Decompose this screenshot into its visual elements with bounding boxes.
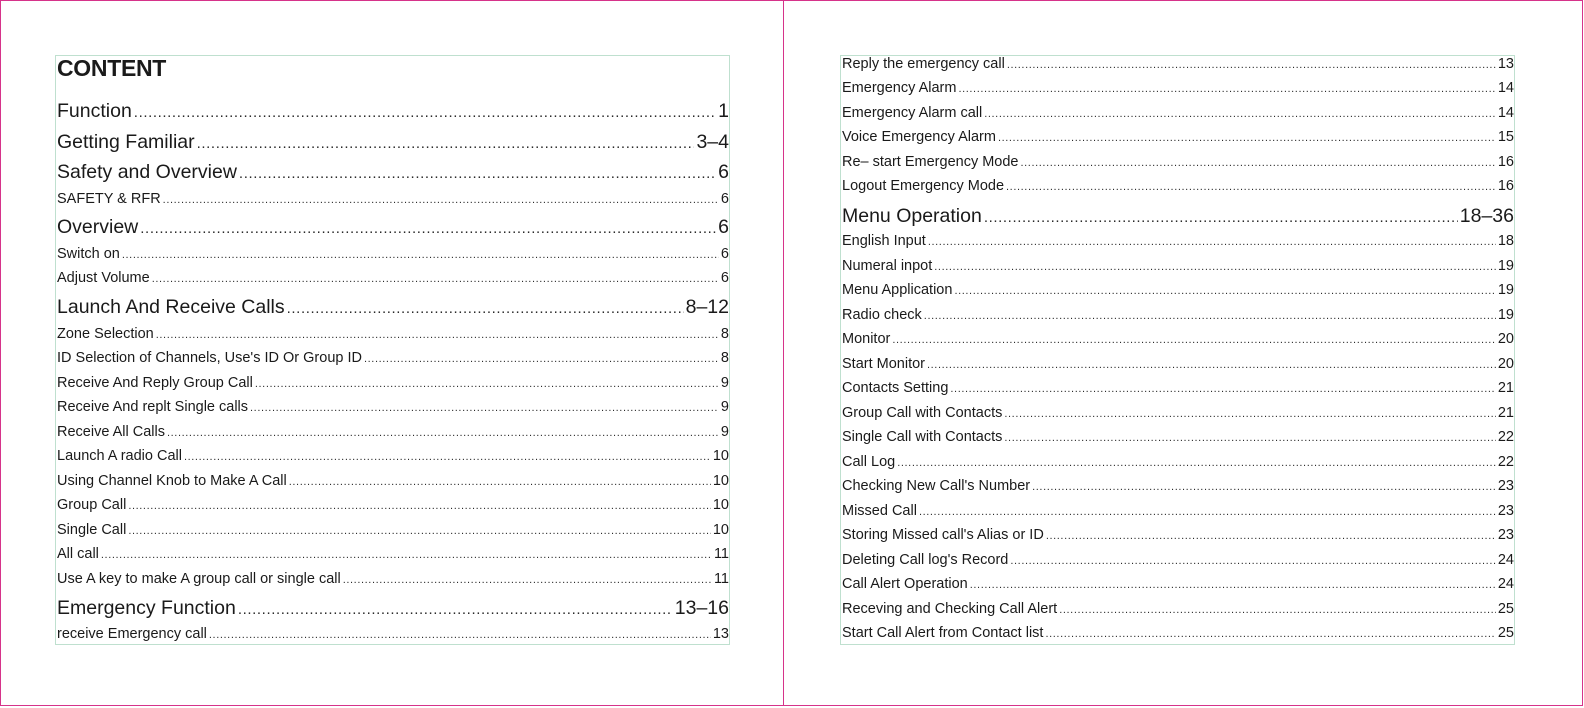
toc-entry-label: Launch And Receive Calls	[57, 296, 285, 318]
toc-entry-page: 9	[720, 424, 729, 440]
toc-entry-page: 10	[712, 448, 729, 464]
leader-dots	[101, 547, 712, 562]
toc-entry[interactable]	[842, 528, 1514, 543]
leader-dots	[998, 130, 1496, 145]
toc-entry[interactable]	[57, 572, 729, 587]
toc-entry[interactable]	[842, 406, 1514, 421]
toc-entry-page: 25	[1497, 601, 1514, 617]
toc-entry-label: Single Call	[57, 522, 127, 538]
toc-entry[interactable]	[842, 106, 1514, 121]
toc-entry-page: 11	[713, 546, 729, 562]
leader-dots	[134, 102, 716, 122]
toc-entry-page: 11	[713, 571, 729, 587]
toc-entry[interactable]	[842, 57, 1514, 72]
toc-entry-page: 13–16	[674, 597, 729, 619]
leader-dots	[163, 192, 719, 207]
toc-entry-label: Call Alert Operation	[842, 576, 968, 592]
toc-entry-label: Deleting Call log's Record	[842, 552, 1009, 568]
toc-entry[interactable]	[57, 498, 729, 513]
leader-dots	[140, 218, 716, 238]
toc-entry[interactable]	[57, 474, 729, 489]
toc-entry[interactable]	[57, 192, 729, 207]
toc-entry-page: 23	[1497, 527, 1514, 543]
leader-dots	[928, 234, 1496, 249]
leader-dots	[1021, 155, 1496, 170]
toc-entry-page: 10	[712, 497, 729, 513]
toc-entry[interactable]	[57, 271, 729, 286]
leader-dots	[343, 572, 712, 587]
leader-dots	[128, 523, 711, 538]
toc-entry[interactable]	[842, 130, 1514, 145]
toc-entry[interactable]	[842, 455, 1514, 470]
toc-entry-label: Use A key to make A group call or single call	[57, 571, 341, 587]
toc-entry-label: Contacts Setting	[842, 380, 949, 396]
toc-entry[interactable]	[57, 523, 729, 538]
toc-entry-label: Numeral inpot	[842, 258, 933, 274]
toc-entry-label: English Input	[842, 233, 926, 249]
leader-dots	[954, 283, 1495, 298]
leader-dots	[1045, 626, 1495, 641]
toc-entry-label: Switch on	[57, 246, 120, 262]
leader-dots	[1059, 602, 1496, 617]
leader-dots	[1006, 179, 1496, 194]
toc-entry-label: Missed Call	[842, 503, 917, 519]
leader-dots	[984, 207, 1458, 227]
toc-entry[interactable]	[842, 155, 1514, 170]
toc-entry[interactable]	[57, 247, 729, 262]
toc-entry[interactable]	[842, 504, 1514, 519]
toc-entry-page: 6	[720, 270, 729, 286]
leader-dots	[250, 400, 719, 415]
toc-entry-label: Getting Familiar	[57, 131, 195, 153]
toc-entry-label: receive Emergency call	[57, 626, 207, 642]
toc-entry-label: Reply the emergency call	[842, 56, 1005, 72]
toc-entry-page: 9	[720, 399, 729, 415]
toc-entry-page: 9	[720, 375, 729, 391]
toc-entry-label: All call	[57, 546, 99, 562]
toc-entry[interactable]	[842, 207, 1514, 227]
toc-entry[interactable]	[842, 602, 1514, 617]
leader-dots	[1007, 57, 1496, 72]
toc-entry-page: 22	[1497, 454, 1514, 470]
toc-entry-label: Receive And replt Single calls	[57, 399, 249, 415]
toc-entry-label: Start Monitor	[842, 356, 925, 372]
toc-entry-page: 19	[1497, 258, 1514, 274]
toc-entry-label: Emergency Function	[57, 597, 236, 619]
leader-dots	[984, 106, 1496, 121]
toc-entry-label: SAFETY & RFR	[57, 191, 161, 207]
toc-entry-label: Receive And Reply Group Call	[57, 375, 253, 391]
toc-right-panel	[840, 55, 1515, 645]
toc-entry-page: 22	[1497, 429, 1514, 445]
toc-entry-page: 18–36	[1459, 205, 1514, 227]
toc-entry[interactable]	[57, 102, 729, 122]
leader-dots	[239, 163, 716, 183]
leader-dots	[1004, 430, 1495, 445]
toc-entry-page: 8	[720, 350, 729, 366]
leader-dots	[934, 259, 1496, 274]
leader-dots	[892, 332, 1496, 347]
leader-dots	[897, 455, 1496, 470]
toc-entry-label: Call Log	[842, 454, 896, 470]
toc-entry-page: 20	[1497, 331, 1514, 347]
toc-entry[interactable]	[57, 218, 729, 238]
toc-entry[interactable]	[57, 163, 729, 183]
toc-entry-page: 20	[1497, 356, 1514, 372]
leader-dots	[128, 498, 711, 513]
toc-entry[interactable]	[57, 599, 729, 619]
toc-entry-label: Voice Emergency Alarm	[842, 129, 996, 145]
toc-entry-page: 13	[712, 626, 729, 642]
leader-dots	[1046, 528, 1496, 543]
toc-entry[interactable]	[57, 327, 729, 342]
toc-entry-page: 19	[1497, 307, 1514, 323]
toc-entry[interactable]	[842, 577, 1514, 592]
toc-entry[interactable]	[57, 449, 729, 464]
toc-entry-label: Single Call with Contacts	[842, 429, 1003, 445]
leader-dots	[287, 298, 684, 318]
toc-entry-page: 16	[1497, 154, 1514, 170]
toc-entry-label: Checking New Call's Number	[842, 478, 1031, 494]
leader-dots	[970, 577, 1496, 592]
toc-entry-label: ID Selection of Channels, Use's ID Or Group ID	[57, 350, 362, 366]
leader-dots	[122, 247, 719, 262]
toc-entry[interactable]	[842, 332, 1514, 347]
toc-entry-label: Group Call with Contacts	[842, 405, 1003, 421]
toc-entry[interactable]	[842, 626, 1514, 641]
leader-dots	[255, 376, 719, 391]
toc-entry-label: Receive All Calls	[57, 424, 165, 440]
toc-entry-page: 8–12	[685, 296, 729, 318]
toc-entry[interactable]	[57, 351, 729, 366]
toc-left-panel	[55, 55, 730, 645]
toc-entry[interactable]	[57, 133, 729, 153]
toc-entry-page: 19	[1497, 282, 1514, 298]
toc-entry[interactable]	[842, 81, 1514, 96]
toc-entry-page: 25	[1497, 625, 1514, 641]
toc-entry-label: Logout Emergency Mode	[842, 178, 1005, 194]
toc-entry[interactable]	[842, 283, 1514, 298]
toc-entry-page: 21	[1497, 405, 1514, 421]
leader-dots	[924, 308, 1496, 323]
leader-dots	[184, 449, 711, 464]
toc-entry-page: 23	[1497, 503, 1514, 519]
leader-dots	[958, 81, 1495, 96]
toc-entry[interactable]	[57, 298, 729, 318]
toc-entry-label: Launch A radio Call	[57, 448, 182, 464]
toc-entry[interactable]	[842, 179, 1514, 194]
toc-entry-label: Menu Application	[842, 282, 953, 298]
toc-entry-page: 6	[718, 161, 729, 183]
toc-entry-page: 8	[720, 326, 729, 342]
toc-entry-label: Menu Operation	[842, 205, 982, 227]
leader-dots	[919, 504, 1496, 519]
toc-entry-label: Start Call Alert from Contact list	[842, 625, 1044, 641]
toc-entry[interactable]	[842, 357, 1514, 372]
toc-entry[interactable]	[57, 547, 729, 562]
toc-entry-page: 15	[1497, 129, 1514, 145]
toc-entry-label: Emergency Alarm call	[842, 105, 983, 121]
toc-entry-page: 13	[1497, 56, 1514, 72]
toc-entry-label: Storing Missed call's Alias or ID	[842, 527, 1044, 543]
toc-entry[interactable]	[842, 259, 1514, 274]
toc-entry-page: 6	[720, 191, 729, 207]
toc-entry[interactable]	[57, 376, 729, 391]
leader-dots	[167, 425, 719, 440]
toc-title: CONTENT	[57, 55, 167, 81]
toc-entry-label: Overview	[57, 216, 139, 238]
leader-dots	[364, 351, 719, 366]
toc-entry-page: 18	[1497, 233, 1514, 249]
toc-entry-page: 24	[1497, 552, 1514, 568]
toc-entry-page: 3–4	[696, 131, 729, 153]
toc-entry-label: Emergency Alarm	[842, 80, 957, 96]
toc-entry-label: Adjust Volume	[57, 270, 150, 286]
toc-entry-page: 10	[712, 522, 729, 538]
toc-entry-label: Group Call	[57, 497, 127, 513]
toc-entry-page: 1	[718, 100, 729, 122]
leader-dots	[289, 474, 711, 489]
toc-entry[interactable]	[57, 400, 729, 415]
leader-dots	[152, 271, 719, 286]
toc-entry-page: 14	[1497, 80, 1514, 96]
toc-entry[interactable]	[842, 430, 1514, 445]
toc-entry-label: Function	[57, 100, 132, 122]
leader-dots	[197, 133, 695, 153]
toc-entry[interactable]	[57, 425, 729, 440]
leader-dots	[1004, 406, 1495, 421]
toc-entry[interactable]	[842, 308, 1514, 323]
leader-dots	[238, 599, 673, 619]
toc-entry-label: Safety and Overview	[57, 161, 237, 183]
leader-dots	[209, 627, 711, 642]
toc-entry-label: Monitor	[842, 331, 891, 347]
toc-entry-page: 23	[1497, 478, 1514, 494]
toc-entry[interactable]	[842, 479, 1514, 494]
toc-entry[interactable]	[842, 381, 1514, 396]
leader-dots	[1032, 479, 1496, 494]
toc-entry-label: Receving and Checking Call Alert	[842, 601, 1058, 617]
toc-entry-page: 21	[1497, 380, 1514, 396]
toc-entry-label: Zone Selection	[57, 326, 154, 342]
toc-entry[interactable]	[842, 553, 1514, 568]
toc-entry-label: Re– start Emergency Mode	[842, 154, 1019, 170]
toc-entry[interactable]	[842, 234, 1514, 249]
leader-dots	[1010, 553, 1495, 568]
toc-entry-page: 6	[720, 246, 729, 262]
leader-dots	[156, 327, 719, 342]
toc-entry-page: 14	[1497, 105, 1514, 121]
toc-entry-page: 6	[718, 216, 729, 238]
toc-entry-page: 16	[1497, 178, 1514, 194]
toc-entry[interactable]	[57, 627, 729, 642]
toc-entry-page: 10	[712, 473, 729, 489]
toc-entry-page: 24	[1497, 576, 1514, 592]
toc-entry-label: Using Channel Knob to Make A Call	[57, 473, 287, 489]
leader-dots	[950, 381, 1495, 396]
toc-entry-label: Radio check	[842, 307, 922, 323]
leader-dots	[927, 357, 1496, 372]
